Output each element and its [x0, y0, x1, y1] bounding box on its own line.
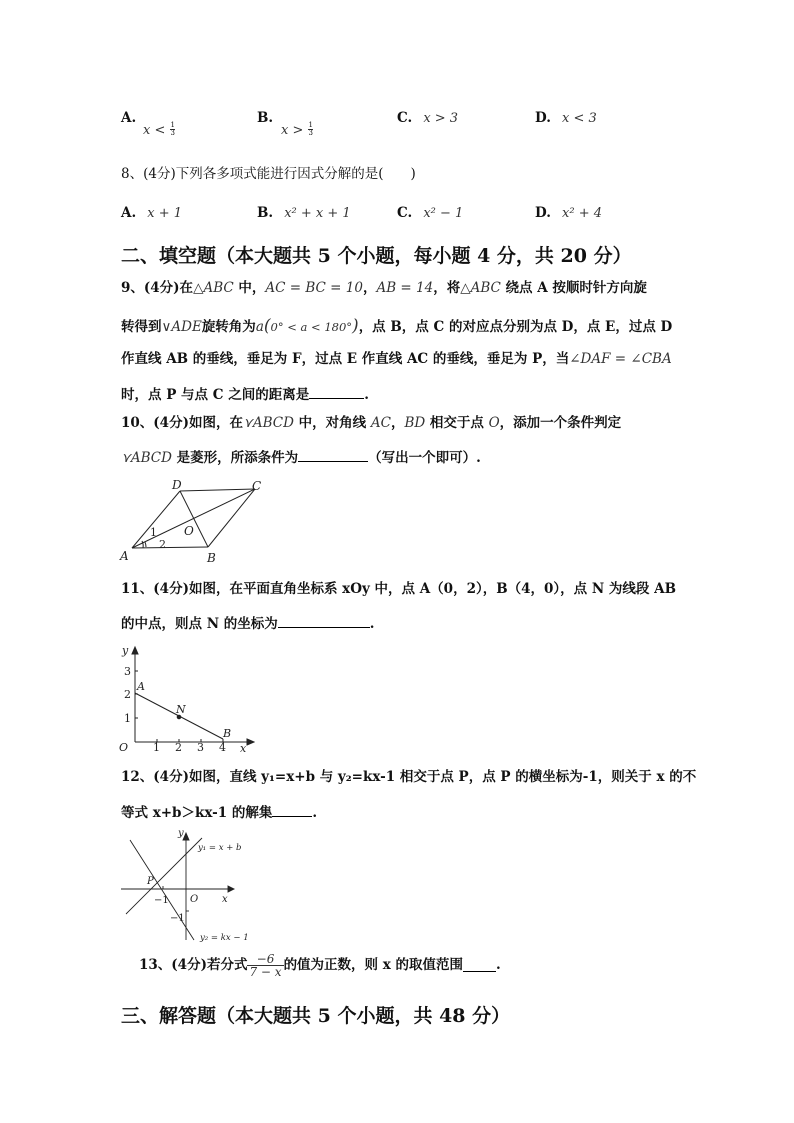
- x-tick-label: 2: [175, 741, 182, 754]
- q9-math: △ABC: [193, 280, 234, 296]
- x-tick-label: 4: [219, 741, 226, 754]
- q7-option-a: [121, 107, 136, 126]
- label-angle-2: 2: [159, 538, 166, 551]
- q12-text: 等式 x+b＞kx-1 的解集: [121, 805, 273, 821]
- q9-math: ∠DAF = ∠CBA: [569, 351, 672, 367]
- q11-line-2: [121, 615, 374, 632]
- q13-fraction: [247, 953, 283, 978]
- q10-line-1: [121, 417, 621, 431]
- q9-line-4: [121, 386, 369, 403]
- q7-option-a-expr: [143, 119, 175, 138]
- section-heading-3: 三、解答题（本大题共 5 个小题，共 48 分）: [121, 1005, 511, 1027]
- edge-dc: [180, 489, 255, 491]
- axis-label-x: x: [240, 742, 247, 754]
- q13-line: [139, 953, 501, 978]
- q12-line-1: 12、(4分)如图，直线 y₁=x+b 与 y₂=kx-1 相交于点 P，点 P 的横坐标为-1，则关于 x 的不: [121, 769, 697, 785]
- option-expr: x >: [281, 123, 304, 138]
- q9-line-1: [121, 282, 647, 296]
- q9-math: △ABC: [460, 280, 501, 296]
- q12-line-2: [121, 804, 317, 821]
- q9-math: 0° < a < 180°: [270, 320, 353, 334]
- angle-arc-1: [145, 542, 146, 547]
- q10-text: 10、(4分)如图，在: [121, 415, 243, 431]
- y-tick-label: 3: [124, 665, 131, 678]
- diagonal-bd: [180, 491, 208, 547]
- fraction-denominator: 7 − x: [249, 965, 282, 979]
- q9-math: a: [255, 319, 264, 335]
- q10-math: ⋎ABCD: [121, 450, 172, 466]
- q10-math: O: [488, 415, 500, 431]
- option-letter: D.: [535, 205, 551, 221]
- q11-coordinate-figure: [115, 642, 255, 754]
- q13-text: 13、(4分)若分式: [139, 956, 248, 973]
- y-axis-arrow: [132, 647, 138, 654]
- q10-math: BD: [404, 415, 426, 431]
- q11-text: .: [369, 616, 375, 632]
- q9-text: ，点 B，点 C 的对应点分别为点 D，点 E，过点 D: [358, 319, 673, 335]
- q9-math: ∨ADE: [161, 319, 202, 335]
- line-label-y2: y₂ = kx − 1: [200, 933, 249, 943]
- y-tick-label: 1: [124, 712, 131, 725]
- y-tick-label: −1: [170, 913, 185, 924]
- fraction-numerator: −6: [247, 953, 283, 966]
- q10-text: ，: [390, 415, 405, 431]
- q13-text: 的值为正数，则 x 的取值范围: [283, 956, 464, 973]
- q10-line-2: [121, 449, 481, 466]
- option-letter: D.: [535, 110, 551, 126]
- option-expr: x + 1: [147, 206, 183, 221]
- option-expr: x² + x + 1: [284, 206, 351, 221]
- option-letter: A.: [121, 110, 137, 126]
- q8-option-c: [397, 202, 463, 221]
- angle-arc-2: [142, 541, 143, 548]
- x-tick-label: 1: [153, 741, 160, 754]
- y-tick-label: 2: [124, 688, 131, 701]
- x-axis-arrow: [247, 739, 254, 745]
- q8-option-a: [121, 202, 182, 221]
- edge-cb: [208, 489, 255, 547]
- label-a: A: [137, 680, 145, 693]
- q9-text: .: [364, 387, 369, 403]
- label-b: B: [207, 551, 216, 565]
- option-letter: B.: [257, 205, 274, 221]
- edge-ad: [132, 491, 180, 548]
- q9-math: AC = BC = 10: [265, 280, 363, 296]
- x-tick-label: −1: [154, 895, 169, 906]
- option-expr: x² − 1: [423, 206, 464, 221]
- q9-text: 旋转角为: [201, 319, 256, 335]
- q7-option-b: [257, 107, 273, 126]
- label-p: P: [147, 876, 154, 887]
- y-axis-arrow: [183, 833, 189, 840]
- answer-blank[interactable]: [309, 386, 364, 399]
- q11-text: 的中点，则点 N 的坐标为: [121, 616, 278, 632]
- axis-label-x: x: [222, 894, 228, 905]
- option-expr: x > 3: [423, 111, 459, 126]
- q10-text: 是菱形，所添条件为: [171, 450, 299, 466]
- option-letter: C.: [397, 205, 413, 221]
- answer-blank[interactable]: [298, 449, 368, 462]
- label-o: O: [184, 524, 194, 538]
- label-angle-1: 1: [150, 526, 157, 539]
- q9-text: 9、(4分)在: [121, 280, 194, 296]
- q9-math: AB = 14: [376, 280, 434, 296]
- q10-text: 相交于点: [425, 415, 489, 431]
- option-letter: A.: [121, 205, 137, 221]
- q9-text: ，将: [433, 280, 461, 296]
- q8-stem: 8、(4分)下列各多项式能进行因式分解的是( ): [121, 166, 416, 182]
- option-expr: x < 3: [562, 111, 597, 126]
- label-c: C: [252, 479, 262, 493]
- option-letter: C.: [397, 110, 413, 126]
- line-label-y1: y₁ = x + b: [198, 843, 242, 853]
- q10-math: AC: [370, 415, 391, 431]
- q9-text: 中，: [233, 280, 266, 296]
- q9-line-3: [121, 353, 672, 367]
- option-letter: B.: [257, 110, 274, 126]
- axis-label-y: y: [178, 828, 184, 839]
- q10-text: ，添加一个条件判定: [499, 415, 622, 431]
- answer-blank[interactable]: [278, 615, 370, 628]
- q9-text: 作直线 AB 的垂线，垂足为 F，过点 E 作直线 AC 的垂线，垂足为 P，当: [121, 351, 570, 367]
- answer-blank[interactable]: [272, 804, 312, 817]
- fraction: $\frac{1}{3}$: [308, 121, 313, 137]
- q10-math: ⋎ABCD: [242, 415, 294, 431]
- q11-line-1: 11、(4分)如图，在平面直角坐标系 xOy 中，点 A（0，2），B（4，0），点 N 为线段 AB: [121, 581, 676, 597]
- x-tick-label: 3: [197, 741, 204, 754]
- axis-label-y: y: [122, 644, 129, 657]
- q10-text: 中，对角线: [293, 415, 371, 431]
- q13-text: .: [496, 956, 501, 973]
- q9-text: 时，点 P 与点 C 之间的距离是: [121, 387, 310, 403]
- option-expr: x <: [143, 123, 166, 138]
- q9-line-2: 转得到∨ADE旋转角为a(0° < a < 180°)，点 B，点 C 的对应点分别为点 D，点 E，过点 D: [121, 316, 673, 336]
- q10-parallelogram-figure: [115, 476, 275, 566]
- label-b: B: [223, 727, 232, 740]
- fraction: $\frac{1}{3}$: [170, 121, 175, 137]
- q9-text: 转得到: [121, 319, 162, 335]
- x-axis-arrow: [228, 886, 234, 892]
- q7-option-c: [397, 107, 458, 126]
- q7-option-d: [535, 107, 597, 126]
- label-d: D: [172, 478, 182, 492]
- q8-option-d: [535, 202, 602, 221]
- label-a: A: [120, 549, 129, 563]
- origin-label: O: [119, 741, 129, 754]
- answer-blank[interactable]: [463, 959, 496, 972]
- q10-text: （写出一个即可）.: [368, 450, 481, 466]
- q7-option-b-expr: [281, 119, 313, 138]
- origin-label: O: [190, 894, 199, 905]
- q12-text: .: [312, 805, 318, 821]
- section-heading-2: 二、填空题（本大题共 5 个小题，每小题 4 分，共 20 分）: [121, 245, 632, 267]
- option-expr: x² + 4: [562, 206, 603, 221]
- q8-option-b: [257, 202, 351, 221]
- q9-text: 绕点 A 按顺时针方向旋: [500, 280, 647, 296]
- q12-lines-figure: [118, 828, 258, 946]
- label-n: N: [176, 703, 186, 716]
- q9-text: ，: [362, 280, 377, 296]
